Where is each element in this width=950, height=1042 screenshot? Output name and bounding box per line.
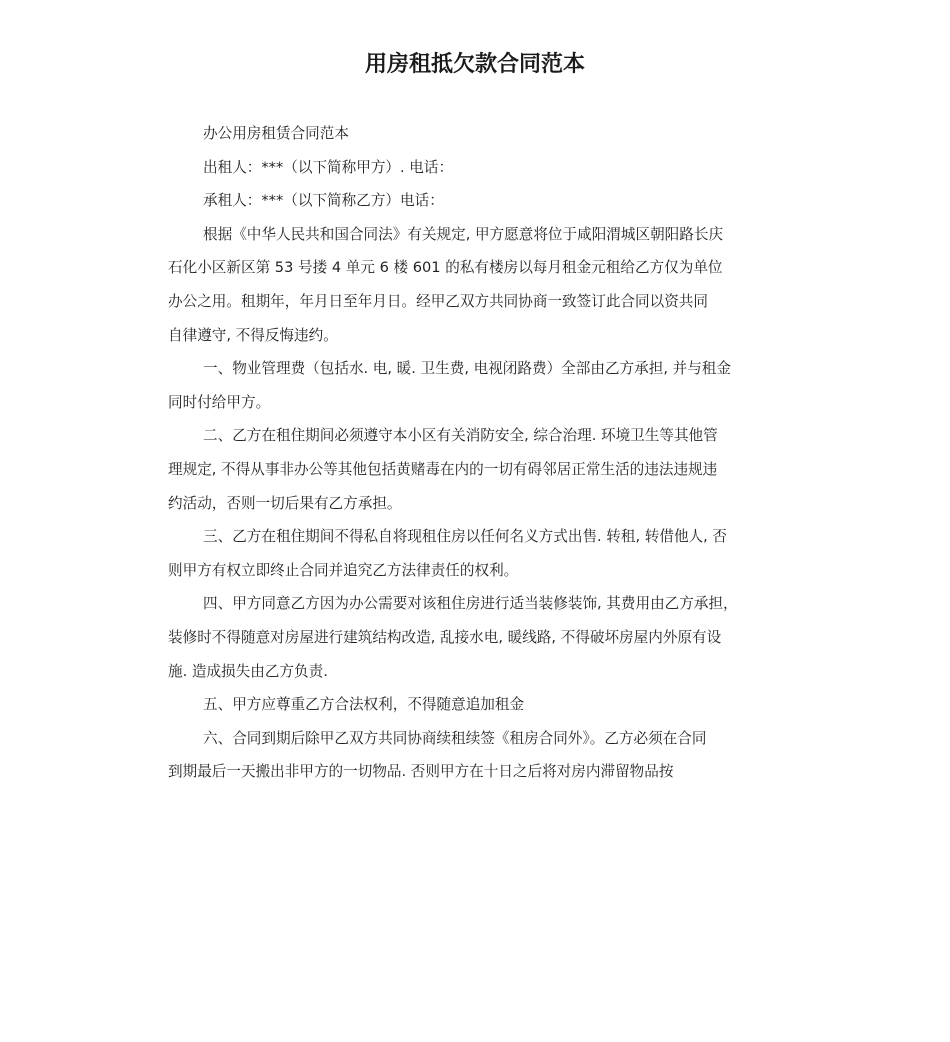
text-line-19: 六、合同到期后除甲乙双方共同协商续租续签《租房合同外》。乙方必须在合同 [203,729,707,747]
text-line-11: 理规定, 不得从事非办公等其他包括黄赌毒在内的一切有碍邻居正常生活的违法违规违 [168,460,718,478]
text-line-5: 石化小区新区第 53 号搂 4 单元 6 楼 601 的私有楼房以每月租金元租给乙方仅为单位 [168,259,723,277]
text-line-8: 一、物业管理费（包括水. 电, 暖. 卫生费, 电视闭路费）全部由乙方承担, 并与租金 [203,360,731,378]
text-line-3: 承租人：***（以下简称乙方）电话： [203,192,444,210]
text-line-4: 根据《中华人民共和国合同法》有关规定, 甲方愿意将位于咸阳渭城区朝阳路长庆 [203,225,724,243]
document-body [168,117,800,789]
text-line-13: 三、乙方在租住期间不得私自将现租住房以任何名义方式出售. 转租, 转借他人, 否 [203,528,728,546]
text-line-6: 办公之用。租期年，年月日至年月日。经甲乙双方共同协商一致签订此合同以资共同 [168,292,708,310]
text-line-15: 四、甲方同意乙方因为办公需要对该租住房进行适当装修装饰, 其费用由乙方承担， [203,595,738,613]
text-line-1: 办公用房租赁合同范本 [203,125,349,142]
text-line-9: 同时付给甲方。 [168,393,271,411]
text-line-20: 到期最后一天搬出非甲方的一切物品. 否则甲方在十日之后将对房内滞留物品按 [168,763,674,781]
text-line-17: 施. 造成损失由乙方负责. [168,662,328,680]
text-line-14: 则甲方有权立即终止合同并追究乙方法律责任的权利。 [168,561,519,579]
text-line-2: 出租人：***（以下简称甲方）. 电话： [203,158,454,176]
document-title: 用房租抵欠款合同范本 [364,52,585,77]
text-line-12: 约活动，否则一切后果有乙方承担。 [168,494,402,512]
text-line-10: 二、乙方在租住期间必须遵守本小区有关消防安全, 综合治理. 环境卫生等其他管 [203,427,718,445]
text-line-16: 装修时不得随意对房屋进行建筑结构改造, 乱接水电, 暖线路, 不得破坏房屋内外原有设 [168,628,722,646]
text-line-7: 自律遵守, 不得反悔违约。 [168,326,338,344]
text-line-18: 五、甲方应尊重乙方合法权利，不得随意追加租金 [203,696,525,714]
